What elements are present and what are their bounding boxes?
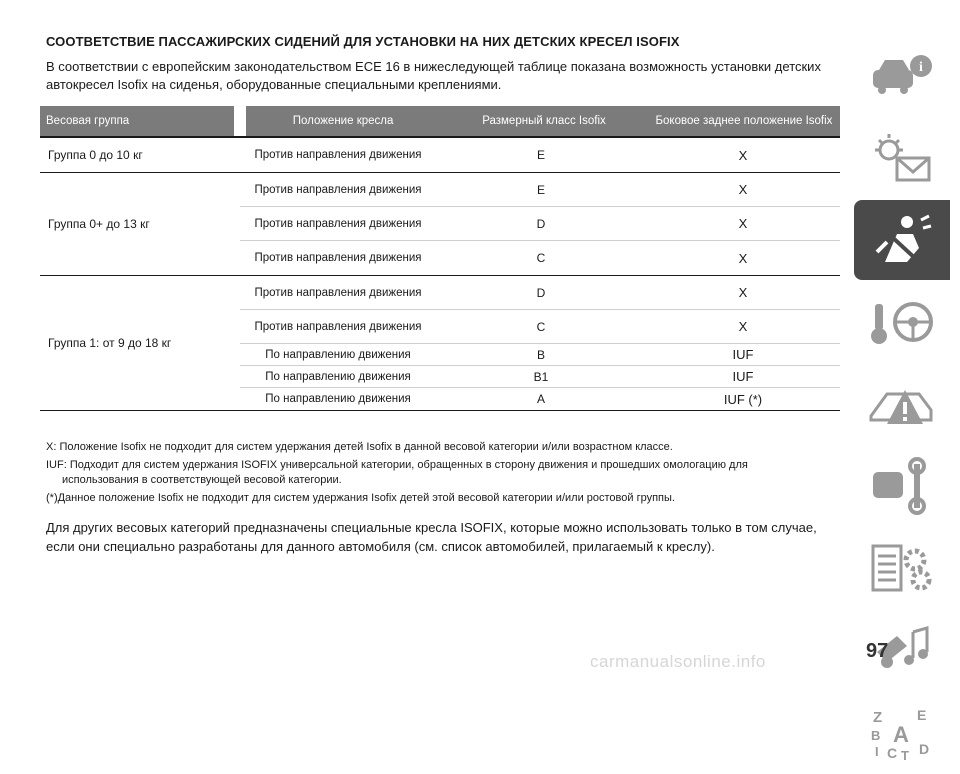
dashboard-lights-icon <box>867 130 937 186</box>
page-title: СООТВЕТСТВИЕ ПАССАЖИРСКИХ СИДЕНИЙ ДЛЯ УСТАНОВКИ НА НИХ ДЕТСКИХ КРЕСЕЛ ISOFIX <box>46 34 680 49</box>
cell-value: X <box>738 147 748 163</box>
specs-gears-icon <box>867 540 937 596</box>
airbag-seatbelt-icon <box>867 212 937 268</box>
cell-position: Против направления движения <box>254 217 422 230</box>
tab-index[interactable] <box>854 692 950 772</box>
group-label: Группа 0+ до 13 кг <box>48 217 150 231</box>
cell-position: Против направления движения <box>254 149 422 161</box>
cell-size: C <box>536 319 546 334</box>
header-gap <box>234 106 246 136</box>
cell-size: B <box>536 347 545 362</box>
tab-dashboard-lights[interactable] <box>854 118 950 198</box>
table-row <box>240 366 840 388</box>
car-info-icon <box>867 48 937 104</box>
wrench-maintenance-icon <box>867 458 937 514</box>
table-row <box>240 344 840 366</box>
header-side-rear-position: Боковое заднее положение Isofix <box>655 115 833 127</box>
table-row <box>240 276 840 310</box>
tab-airbag-seatbelt[interactable] <box>854 200 950 280</box>
tab-maintenance[interactable] <box>854 446 950 526</box>
header-weight-group: Весовая группа <box>40 106 234 136</box>
table-row <box>240 138 840 172</box>
note-iuf <box>46 458 836 488</box>
cell-position: По направлению движения <box>265 393 411 405</box>
table-header <box>40 106 840 138</box>
index-letter: C <box>887 745 898 761</box>
cell-value: X <box>738 182 748 197</box>
cell-size: E <box>536 148 545 162</box>
group-label: Группа 1: от 9 до 18 кг <box>48 336 172 350</box>
cell-value: X <box>738 285 748 300</box>
table-group-2 <box>40 276 840 411</box>
index-letter: A <box>893 722 909 747</box>
cell-size: C <box>536 251 546 265</box>
table-row <box>240 241 840 275</box>
cell-size: A <box>536 392 545 406</box>
cell-position: По направлению движения <box>265 370 411 383</box>
svg-text:i: i <box>919 60 923 75</box>
watermark: carmanualsonline.info <box>590 652 766 671</box>
tab-key-steering[interactable] <box>854 282 950 362</box>
cell-position: Против направления движения <box>254 183 422 196</box>
table-row <box>240 173 840 207</box>
header-seat-position: Положение кресла <box>292 115 394 127</box>
table-row <box>240 207 840 241</box>
cell-position: Против направления движения <box>254 252 422 264</box>
key-steering-wheel-icon <box>867 294 937 350</box>
tab-specs[interactable] <box>854 528 950 608</box>
cell-size: E <box>536 182 545 197</box>
cell-position: Против направления движения <box>254 286 422 299</box>
table-row <box>240 388 840 410</box>
cell-size: D <box>536 285 546 300</box>
chapter-sidebar <box>854 36 960 774</box>
note-iuf-line2: использования в соответствующей весовой категории. <box>62 474 342 486</box>
index-letter: D <box>919 741 930 757</box>
cell-size: D <box>536 216 546 231</box>
table-notes <box>46 440 836 509</box>
note-x: X: Положение Isofix не подходит для систем удержания детей Isofix в данной весовой категории и/или возрастном классе. <box>46 441 673 453</box>
index-letter: T <box>901 748 909 763</box>
note-iuf-line1: IUF: Подходит для систем удержания ISOFIX универсальной категории, обращенных в сторону движения и прошедших омологацию для <box>46 459 748 471</box>
cell-value: X <box>738 319 748 334</box>
isofix-table <box>40 106 840 411</box>
table-group-0 <box>40 138 840 173</box>
cell-value: IUF (*) <box>723 391 763 407</box>
table-row <box>240 310 840 344</box>
index-letter: Z <box>873 709 883 726</box>
index-letter: B <box>871 728 881 743</box>
tab-car-info[interactable] <box>854 36 950 116</box>
closing-paragraph: Для других весовых категорий предназначены специальные кресла ISOFIX, которые можно использовать только в том случае, если они специально разработаны для данного автомобиля (см. список автомобилей, прилагаемый к креслу). <box>46 520 817 554</box>
page-number: 97 <box>866 640 889 662</box>
cell-value: X <box>738 216 748 231</box>
index-letters-icon <box>867 704 937 763</box>
header-size-class: Размерный класс Isofix <box>482 115 606 127</box>
cell-position: Против направления движения <box>254 320 422 333</box>
cell-position: По направлению движения <box>265 348 411 361</box>
index-letter: I <box>875 744 879 759</box>
table-group-1 <box>40 173 840 276</box>
warning-triangle-icon <box>867 376 937 432</box>
cell-value: X <box>738 250 748 266</box>
cell-value: IUF <box>732 369 754 384</box>
tab-warning[interactable] <box>854 364 950 444</box>
intro-paragraph: В соответствии с европейским законодательством ECE 16 в нижеследующей таблице показана возможность установки детских автокресел Isofix на сиденья, оборудованные специальными креплениями. <box>46 59 821 92</box>
group-label: Группа 0 до 10 кг <box>48 148 143 162</box>
cell-value: IUF <box>732 347 754 362</box>
cell-size: B1 <box>533 369 549 384</box>
note-star: (*)Данное положение Isofix не подходит для систем удержания Isofix детей этой весовой категории и/или ростовой группы. <box>46 492 675 504</box>
index-letter: E <box>917 707 927 723</box>
